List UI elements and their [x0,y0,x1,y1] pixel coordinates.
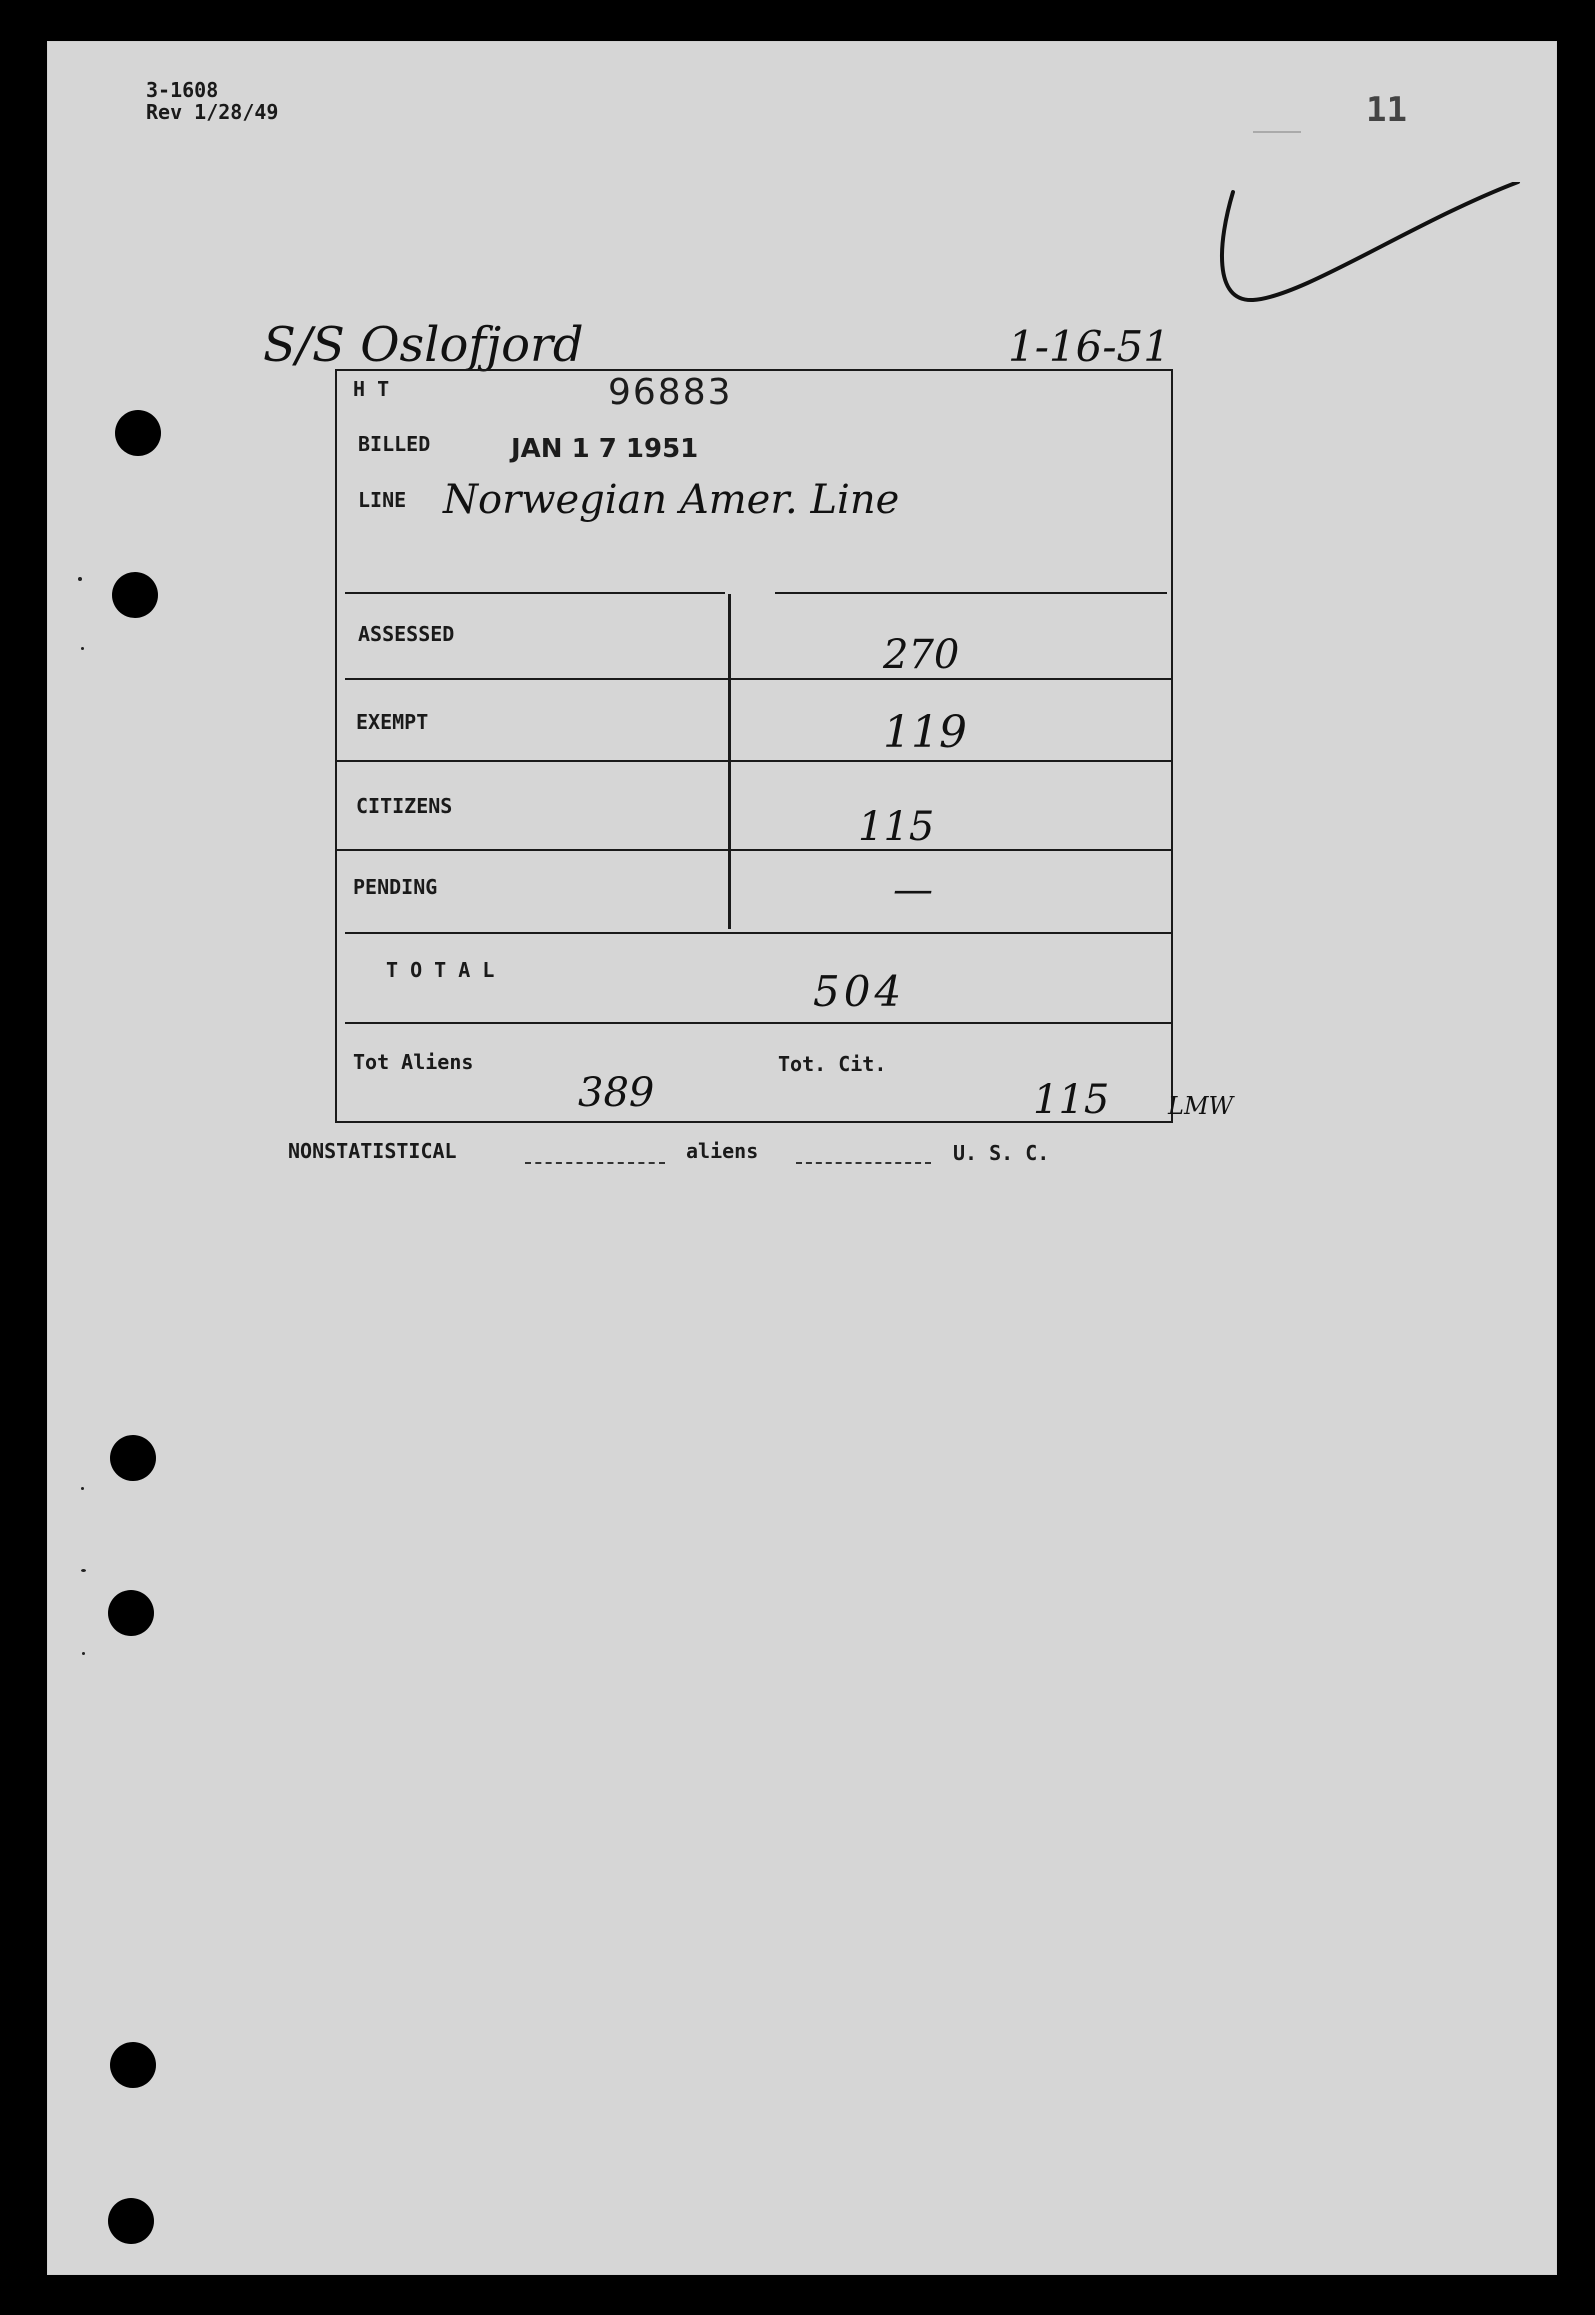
punch-hole [115,410,161,456]
page-number-dash [1253,131,1301,133]
row-line-3 [335,849,1171,851]
assessed-label: ASSESSED [358,622,455,646]
ht-label: H T [353,377,390,401]
speck [81,1569,86,1572]
speck [82,1652,85,1655]
billed-label: BILLED [358,432,431,456]
pending-label: PENDING [353,875,438,899]
form-number: 3-1608 [146,78,219,102]
punch-hole [108,1590,154,1636]
pending-value: — [893,867,933,913]
header-separator-right [775,592,1167,594]
nonstatistical-aliens-blank [525,1162,665,1164]
citizens-value: 115 [858,804,935,850]
tot-cit-value: 115 [1033,1077,1110,1123]
citizens-label: CITIZENS [356,794,453,818]
page-number: 11 [1366,90,1407,130]
tot-aliens-label: Tot Aliens [353,1050,474,1074]
total-value: 504 [813,967,906,1016]
tot-aliens-value: 389 [578,1070,655,1116]
ship-name: S/S Oslofjord [263,317,584,373]
speck [81,1487,84,1490]
row-line-2 [335,760,1171,762]
check-mark-icon [1213,182,1533,362]
punch-hole [110,2042,156,2088]
speck [81,647,84,650]
total-label: T O T A L [386,958,495,982]
punch-hole [112,572,158,618]
assessed-value: 270 [883,632,960,678]
row-line-4 [345,932,1171,934]
aliens-label: aliens [686,1139,759,1163]
line-name: Norwegian Amer. Line [443,477,900,523]
row-line-5 [345,1022,1171,1024]
usc-blank [796,1162,931,1164]
nonstatistical-label: NONSTATISTICAL [288,1139,457,1163]
arrival-date: 1-16-51 [1008,322,1170,371]
billed-stamp: JAN 1 7 1951 [511,434,699,464]
usc-label: U. S. C. [953,1141,1050,1165]
tot-cit-label: Tot. Cit. [778,1052,887,1076]
punch-hole [110,1435,156,1481]
exempt-label: EXEMPT [356,710,429,734]
exempt-value: 119 [883,707,967,758]
line-label: LINE [358,488,407,512]
form-revision: Rev 1/28/49 [146,100,279,124]
form-sheet [47,41,1557,2275]
clerk-initials: LMW [1168,1092,1234,1120]
ht-value: 96883 [608,372,733,413]
punch-hole [108,2198,154,2244]
header-separator [345,592,725,594]
speck [78,577,82,581]
row-line-1 [345,678,1171,680]
